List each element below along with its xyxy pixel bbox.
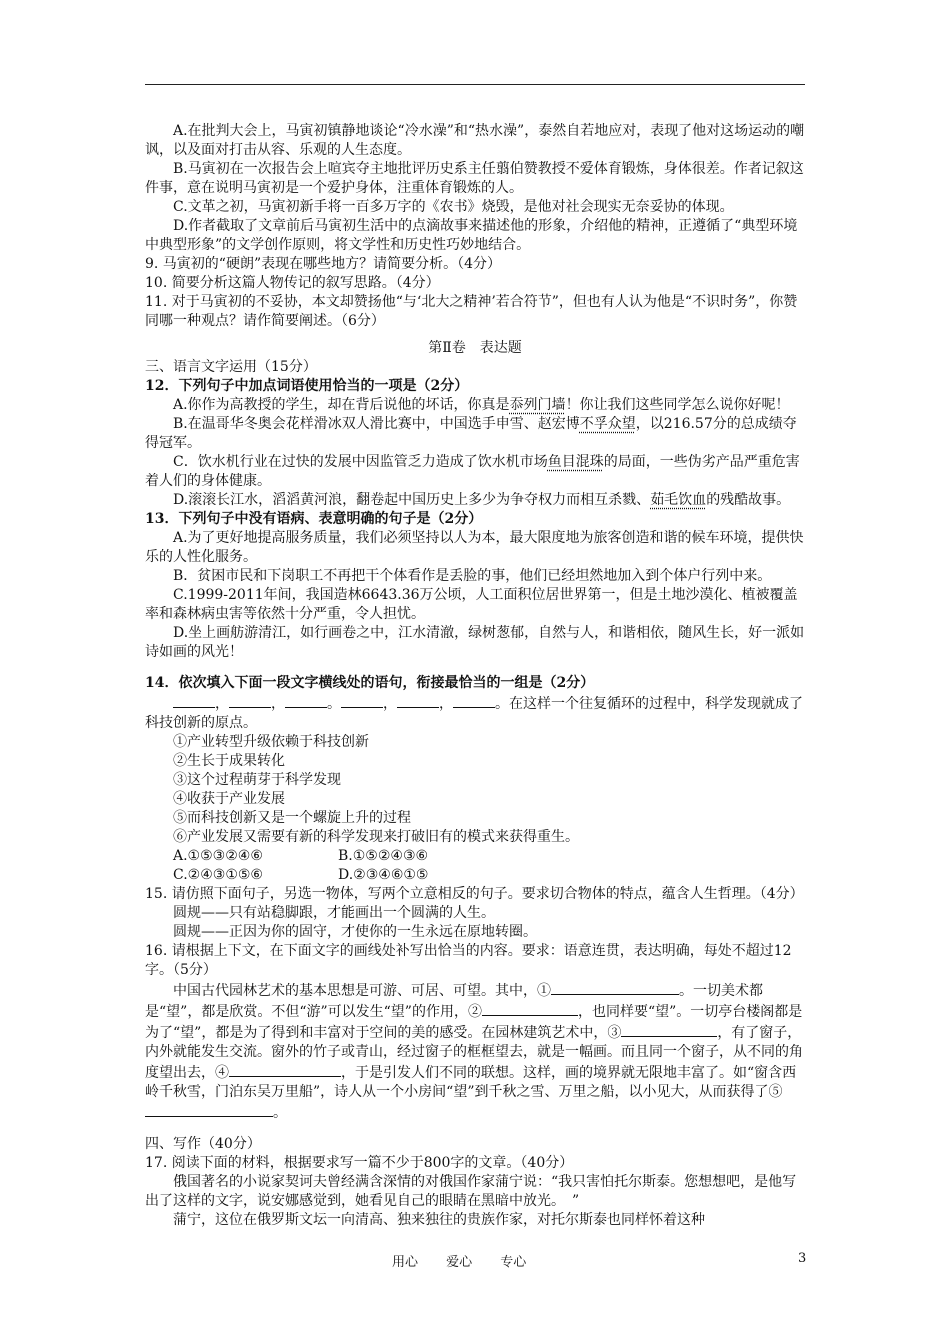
q17-material-paragraph-2: 蒲宁，这位在俄罗斯文坛一向清高、独来独往的贵族作家，对托尔斯泰也同样怀着这种 xyxy=(173,1212,705,1228)
q14-item-4: ④收获于产业发展 xyxy=(173,791,285,807)
volume-2-title: 第Ⅱ卷 表达题 xyxy=(428,340,522,356)
q14-fill-line: ， ， 。 ， ， 。在这样一个往复循环的过程中，科学发现就成了科技创新的原点。 xyxy=(145,693,805,733)
q13-option-d: D.坐上画舫游清江，如行画卷之中，江水清澈，绿树葱郁，自然与人，和谐相依，随风生长，好一派如诗如画的风光！ xyxy=(145,625,805,660)
q8-option-c: C.文革之初，马寅初新手将一百多万字的《农书》烧毁，是他对社会现实无奈妥协的体现。 xyxy=(173,199,734,215)
q8-option-b: B.马寅初在一次报告会上喧宾夺主地批评历史系主任翦伯赞教授不爱体育锻炼，身体很差。作者记叙这件事，意在说明马寅初是一个爱护身体，注重体育锻炼的人。 xyxy=(145,161,804,196)
question-15-stem: 15. 请仿照下面句子，另选一物体，写两个立意相反的句子。要求切合物体的特点，蕴含人生哲理。（4分） xyxy=(145,886,804,902)
blank-3 xyxy=(285,693,327,708)
q14-options-row-2 xyxy=(145,866,805,885)
q16-text-1: 中国古代园林艺术的基本思想是可游、可居、可望。其中，① xyxy=(173,983,551,999)
question-16-stem: 16. 请根据上下文，在下面文字的画线处补写出恰当的内容。要求：语意连贯，表达明确，每处不超过12字。（5分） xyxy=(145,943,792,978)
q16-blank-2 xyxy=(482,1001,578,1016)
question-12-stem: 12．下列句子中加点词语使用恰当的一项是（2分） xyxy=(145,378,469,394)
exam-page xyxy=(145,122,805,1230)
blank-1 xyxy=(173,693,215,708)
question-11: 11. 对于马寅初的不妥协，本文却赞扬他“与‘北大之精神’若合符节”，但也有人认为他是“不识时务”，你赞同哪一种观点？请作简要阐述。（6分） xyxy=(145,294,798,329)
q14-option-a: A.①⑤③②④⑥ xyxy=(173,848,263,864)
q14-option-d: D.②③④⑥①⑤ xyxy=(338,867,429,883)
q13-option-b: B．贫困市民和下岗职工不再把干个体看作是丢脸的事，他们已经坦然地加入到个体户行列中来。 xyxy=(173,568,772,584)
q14-option-c: C.②④③①⑤⑥ xyxy=(173,867,263,883)
q14-line-tail: 在这样一个往复循环的过程中，科学发现就成了科技创新的原点。 xyxy=(145,696,803,731)
q16-text-3: ，也同样要“望”。一切亭台楼阁都是为了“望”，都是为了得到和丰富对于空间的美的感受。在园林建筑艺术中，③ xyxy=(145,1004,803,1041)
question-13-stem: 13．下列句子中没有语病、表意明确的句子是（2分） xyxy=(145,511,483,527)
question-14-stem: 14．依次填入下面一段文字横线处的语句，衔接最恰当的一组是（2分） xyxy=(145,675,595,691)
q14-item-6: ⑥产业发展又需要有新的科学发现来打破旧有的模式来获得重生。 xyxy=(173,829,579,845)
q12-d-dotted-term: 茹毛饮血 xyxy=(650,492,707,508)
q16-text-4: ，有了窗子，内外就能发生交流。窗外的竹子或青山，经过窗子的框框望去，就是一幅画。而且同一个窗子，从不同的角度望出去，④ xyxy=(145,1025,803,1081)
q14-options-row-1 xyxy=(145,847,805,866)
q16-blank-3 xyxy=(621,1022,717,1037)
q12-c-text-end: 的局面，一些伪劣产品严重危害着人们的身体健康。 xyxy=(145,454,800,489)
q15-sentence-1: 圆规——只有站稳脚跟，才能画出一个圆满的人生。 xyxy=(173,905,495,921)
q12-c-text: C．饮水机行业在过快的发展中因监管乏力造成了饮水机市场 xyxy=(173,454,548,470)
q14-item-2: ②生长于成果转化 xyxy=(173,753,285,769)
q16-text-2: 。一切美术都是“望”，都是欣赏。不但“游”可以发生“望”的作用，② xyxy=(145,983,763,1020)
q14-item-1: ①产业转型升级依赖于科技创新 xyxy=(173,734,369,750)
question-17-stem: 17. 阅读下面的材料，根据要求写一篇不少于800字的文章。（40分） xyxy=(145,1155,574,1171)
q12-d-text: D.滚滚长江水，滔滔黄河浪，翻卷起中国历史上多少为争夺权力而相互杀戮、 xyxy=(173,492,651,508)
blank-4 xyxy=(341,693,383,708)
q17-material-paragraph-1: 俄国著名的小说家契诃夫曾经满含深情的对俄国作家蒲宁说：“我只害怕托尔斯泰。您想想吧，是他写出了这样的文字，说安娜感觉到，她看见自己的眼睛在黑暗中放光。 ” xyxy=(145,1174,797,1209)
q15-sentence-2: 圆规——正因为你的固守，才使你的一生永远在原地转圈。 xyxy=(173,924,537,940)
q16-text-6: 。 xyxy=(273,1105,287,1121)
blank-6 xyxy=(453,693,495,708)
q12-a-text: A.你作为高教授的学生，却在背后说他的坏话，你真是 xyxy=(173,397,510,413)
section-3-heading: 三、语言文字运用（15分） xyxy=(145,359,317,375)
q16-blank-4 xyxy=(229,1062,341,1077)
q12-b-dotted-term: 不孚众望 xyxy=(579,416,636,432)
q16-blank-1 xyxy=(551,980,679,995)
q12-a-text-end: ！你让我们这些同学怎么说你好呢！ xyxy=(565,397,790,413)
q14-option-b: B.①⑤②④③⑥ xyxy=(338,848,429,864)
question-9: 9. 马寅初的“硬朗”表现在哪些地方？请简要分析。（4分） xyxy=(145,256,502,272)
q12-a-dotted-term: 忝列门墙 xyxy=(509,397,566,413)
q14-item-3: ③这个过程萌芽于科学发现 xyxy=(173,772,341,788)
page-number: 3 xyxy=(798,1251,807,1266)
q13-option-c: C.1999-2011年间，我国造林6643.36万公顷，人工面积位居世界第一，但是土地沙漠化、植被覆盖率和森林病虫害等依然十分严重，令人担忧。 xyxy=(145,587,798,622)
section-4-heading: 四、写作（40分） xyxy=(145,1136,261,1152)
blank-5 xyxy=(397,693,439,708)
blank-2 xyxy=(229,693,271,708)
q16-blank-5 xyxy=(145,1102,273,1117)
q12-option-b xyxy=(145,415,805,453)
q13-option-a: A.为了更好地提高服务质量，我们必须坚持以人为本，最大限度地为旅客创造和谐的候车环境，提供快乐的人性化服务。 xyxy=(145,530,804,565)
q16-passage xyxy=(145,980,805,1123)
header-rule xyxy=(145,84,805,85)
q12-b-text-end: ，以216.57分的总成绩夺得冠军。 xyxy=(145,416,797,451)
q8-option-d: D.作者截取了文章前后马寅初生活中的点滴故事来描述他的形象，介绍他的精神，正遵循了“典型环境中典型形象”的文学创作原则，将文学性和历史性巧妙地结合。 xyxy=(145,218,798,253)
q12-option-c xyxy=(145,453,805,491)
q12-c-dotted-term: 鱼目混珠 xyxy=(547,454,604,470)
q12-b-text: B.在温哥华冬奥会花样滑冰双人滑比赛中，中国选手申雪、赵宏博 xyxy=(173,416,580,432)
q12-d-text-end: 的残酷故事。 xyxy=(706,492,791,508)
q14-item-5: ⑤而科技创新又是一个螺旋上升的过程 xyxy=(173,810,411,826)
q12-option-d xyxy=(145,491,805,510)
question-10: 10. 简要分析这篇人物传记的叙写思路。（4分） xyxy=(145,275,440,291)
q12-option-a xyxy=(145,396,805,415)
q16-text-5: ，于是引发人们不同的联想。这样，画的境界就无限地丰富了。如“窗含西岭千秋雪，门泊东吴万里船”，诗人从一个小房间“望”到千秋之雪、万里之船，以小见大，从而获得了⑤ xyxy=(145,1065,797,1100)
q8-option-a: A.在批判大会上，马寅初镇静地谈论“冷水澡”和“热水澡”，泰然自若地应对，表现了他对这场运动的嘲讽，以及面对打击从容、乐观的人生态度。 xyxy=(145,123,805,158)
footer-motto: 用心 爱心 专心 xyxy=(392,1255,527,1270)
